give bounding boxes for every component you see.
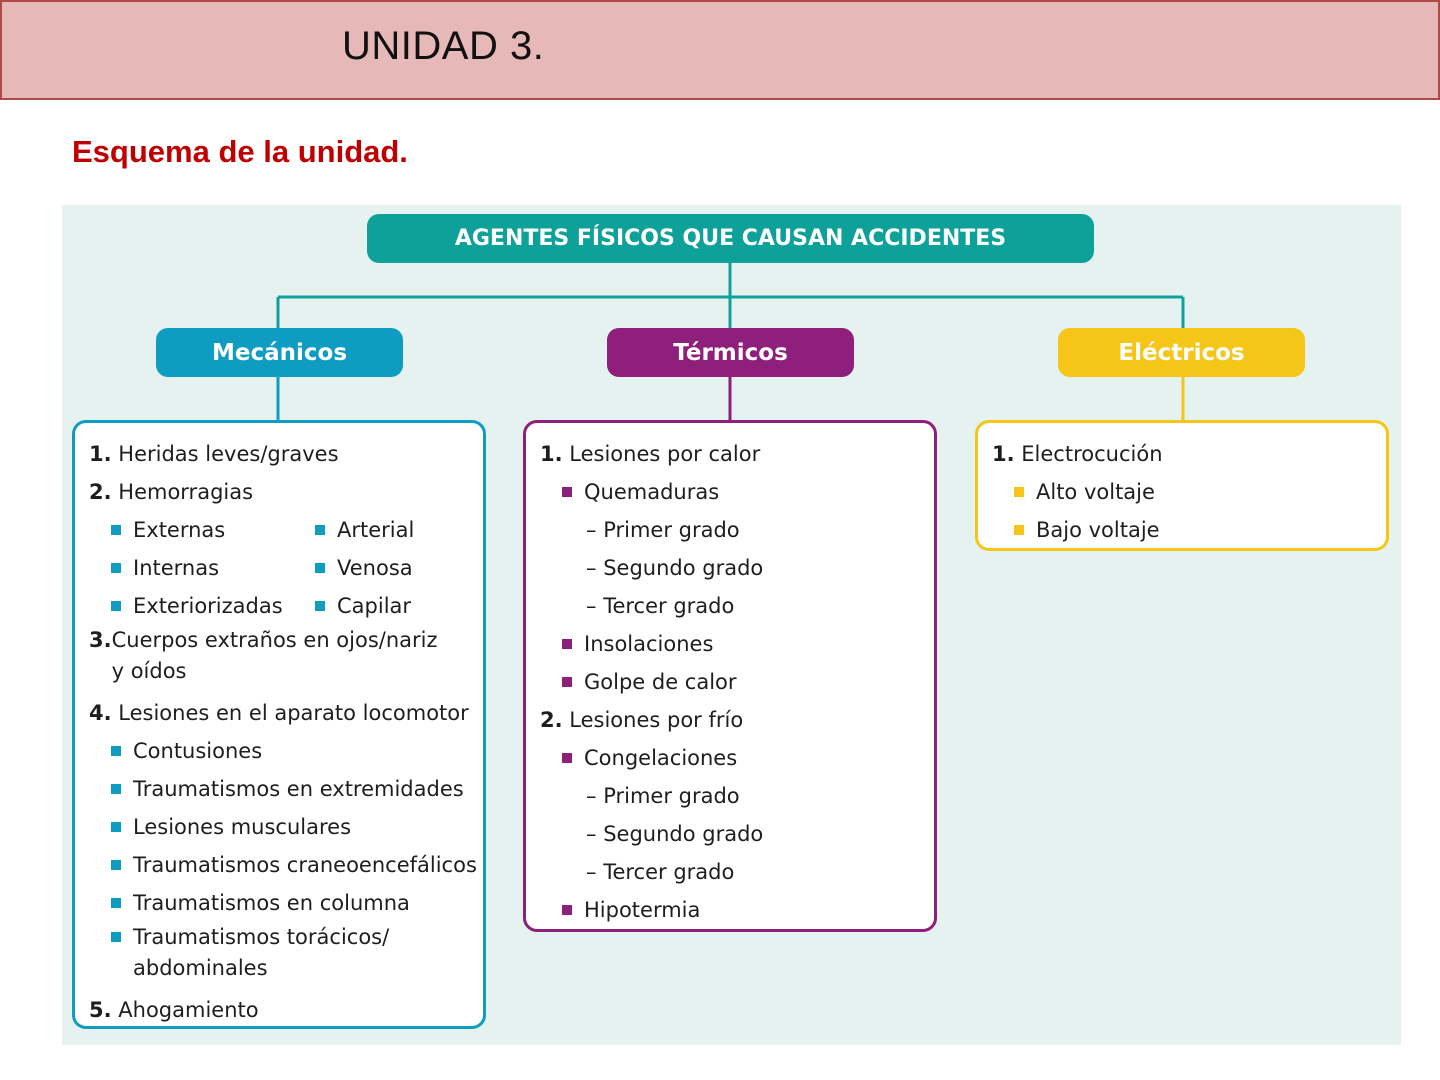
sub-item-text: Hipotermia [584, 898, 701, 922]
sub-item: Internas [133, 556, 220, 580]
category-termicos: Térmicos [607, 328, 854, 377]
list-item [89, 991, 469, 1029]
bullet-square-icon [111, 525, 121, 535]
sub-item [540, 739, 920, 777]
bullet-square-icon [562, 487, 572, 497]
sub-item: Arterial [337, 518, 415, 542]
sub-sub-item [540, 549, 920, 587]
root-node: AGENTES FÍSICOS QUE CAUSAN ACCIDENTES [367, 214, 1094, 263]
item-text: Cuerpos extraños en ojos/nariz y oídos [111, 628, 438, 683]
dash-bullet: – [586, 594, 597, 618]
sub-item [89, 922, 469, 984]
bullet-square-icon [315, 525, 325, 535]
sub-item-text: Bajo voltaje [1036, 518, 1160, 542]
sub-item-text: Quemaduras [584, 480, 720, 504]
sub-sub-item-text: Segundo grado [603, 822, 764, 846]
dash-bullet: – [586, 784, 597, 808]
item-text: Heridas leves/graves [118, 442, 339, 466]
bullet-square-icon [562, 753, 572, 763]
list-item [992, 435, 1372, 473]
termicos-list [523, 420, 937, 932]
sub-item-text: Traumatismos en columna [133, 891, 410, 915]
bullet-square-icon [111, 860, 121, 870]
sub-item: Capilar [337, 594, 412, 618]
dash-bullet: – [586, 518, 597, 542]
bullet-square-icon [315, 601, 325, 611]
sub-item-text: Traumatismos craneoencefálicos [133, 853, 477, 877]
item-number: 1. [540, 442, 563, 466]
bullet-square-icon [111, 746, 121, 756]
sub-item [89, 770, 469, 808]
sub-item-row [89, 587, 469, 625]
bullet-square-icon [315, 563, 325, 573]
sub-item [540, 473, 920, 511]
unit-title: UNIDAD 3. [342, 24, 545, 68]
section-title: Esquema de la unidad. [72, 134, 408, 169]
bullet-square-icon [1014, 487, 1024, 497]
list-item [540, 435, 920, 473]
item-number: 1. [89, 442, 112, 466]
item-text: Ahogamiento [118, 998, 259, 1022]
bullet-square-icon [111, 898, 121, 908]
sub-sub-item [540, 777, 920, 815]
sub-item-text: Lesiones musculares [133, 815, 352, 839]
sub-sub-item [540, 511, 920, 549]
sub-item-text: Congelaciones [584, 746, 738, 770]
bullet-square-icon [562, 677, 572, 687]
mecanicos-list [72, 420, 486, 1029]
sub-sub-item-text: Primer grado [603, 784, 740, 808]
dash-bullet: – [586, 556, 597, 580]
list-item [89, 694, 469, 732]
sub-item: Venosa [337, 556, 413, 580]
item-text: Lesiones por frío [569, 708, 744, 732]
bullet-square-icon [111, 563, 121, 573]
bullet-square-icon [111, 822, 121, 832]
sub-sub-item-text: Segundo grado [603, 556, 764, 580]
category-mecanicos: Mecánicos [156, 328, 403, 377]
sub-sub-item-text: Tercer grado [603, 594, 735, 618]
sub-item [540, 891, 920, 929]
item-text: Lesiones en el aparato locomotor [118, 701, 469, 725]
sub-item-text: Golpe de calor [584, 670, 737, 694]
bullet-square-icon [562, 639, 572, 649]
sub-item [89, 884, 469, 922]
sub-item-row [89, 549, 469, 587]
sub-item-text: Alto voltaje [1036, 480, 1155, 504]
electricos-list [975, 420, 1389, 551]
sub-item-text: Traumatismos torácicos/ abdominales [133, 925, 390, 980]
dash-bullet: – [586, 822, 597, 846]
category-electricos: Eléctricos [1058, 328, 1305, 377]
item-number: 1. [992, 442, 1015, 466]
bullet-square-icon [562, 905, 572, 915]
list-item [89, 625, 469, 687]
sub-item [89, 808, 469, 846]
sub-item [992, 473, 1372, 511]
item-number: 5. [89, 998, 112, 1022]
list-item [89, 473, 469, 511]
list-item [89, 435, 469, 473]
sub-item [89, 846, 477, 884]
sub-item-text: Contusiones [133, 739, 263, 763]
item-text: Electrocución [1021, 442, 1163, 466]
sub-sub-item [540, 815, 920, 853]
list-item [540, 701, 920, 739]
bullet-square-icon [111, 601, 121, 611]
bullet-square-icon [1014, 525, 1024, 535]
sub-item [992, 511, 1372, 549]
sub-item-text: Traumatismos en extremidades [133, 777, 464, 801]
sub-item: Exteriorizadas [133, 594, 283, 618]
item-text: Lesiones por calor [569, 442, 761, 466]
sub-item [89, 732, 469, 770]
sub-sub-item-text: Tercer grado [603, 860, 735, 884]
sub-item [540, 625, 920, 663]
bullet-square-icon [111, 932, 121, 942]
sub-sub-item [540, 853, 920, 891]
bullet-square-icon [111, 784, 121, 794]
item-number: 4. [89, 701, 112, 725]
item-text: Hemorragias [118, 480, 254, 504]
sub-sub-item [540, 587, 920, 625]
dash-bullet: – [586, 860, 597, 884]
sub-item-row [89, 511, 469, 549]
item-number: 3. [89, 628, 112, 652]
sub-item-text: Insolaciones [584, 632, 714, 656]
sub-item [540, 663, 920, 701]
sub-item: Externas [133, 518, 226, 542]
item-number: 2. [89, 480, 112, 504]
item-number: 2. [540, 708, 563, 732]
sub-sub-item-text: Primer grado [603, 518, 740, 542]
